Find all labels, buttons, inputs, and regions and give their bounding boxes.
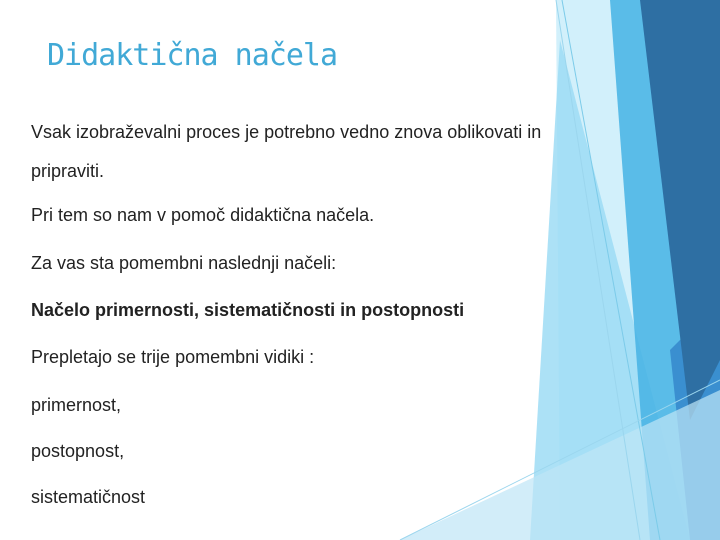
paragraph-4: Za vas sta pomembni naslednji načeli: — [31, 253, 337, 273]
paragraph-6: Prepletajo se trije pomembni vidiki : — [31, 347, 315, 367]
paragraph-2: pripraviti. — [31, 161, 105, 181]
paragraph-3: Pri tem so nam v pomoč didaktična načela. — [31, 205, 375, 225]
list-item-sistematicnost: sistematičnost — [31, 487, 146, 507]
list-item-postopnost: postopnost, — [31, 441, 125, 461]
list-item-primernost: primernost, — [31, 395, 122, 415]
paragraph-1: Vsak izobraževalni proces je potrebno vedno znova oblikovati in — [31, 122, 542, 142]
paragraph-5-bold: Načelo primernosti, sistematičnosti in postopnosti — [31, 300, 465, 320]
slide-title: Didaktična načela — [47, 38, 338, 73]
